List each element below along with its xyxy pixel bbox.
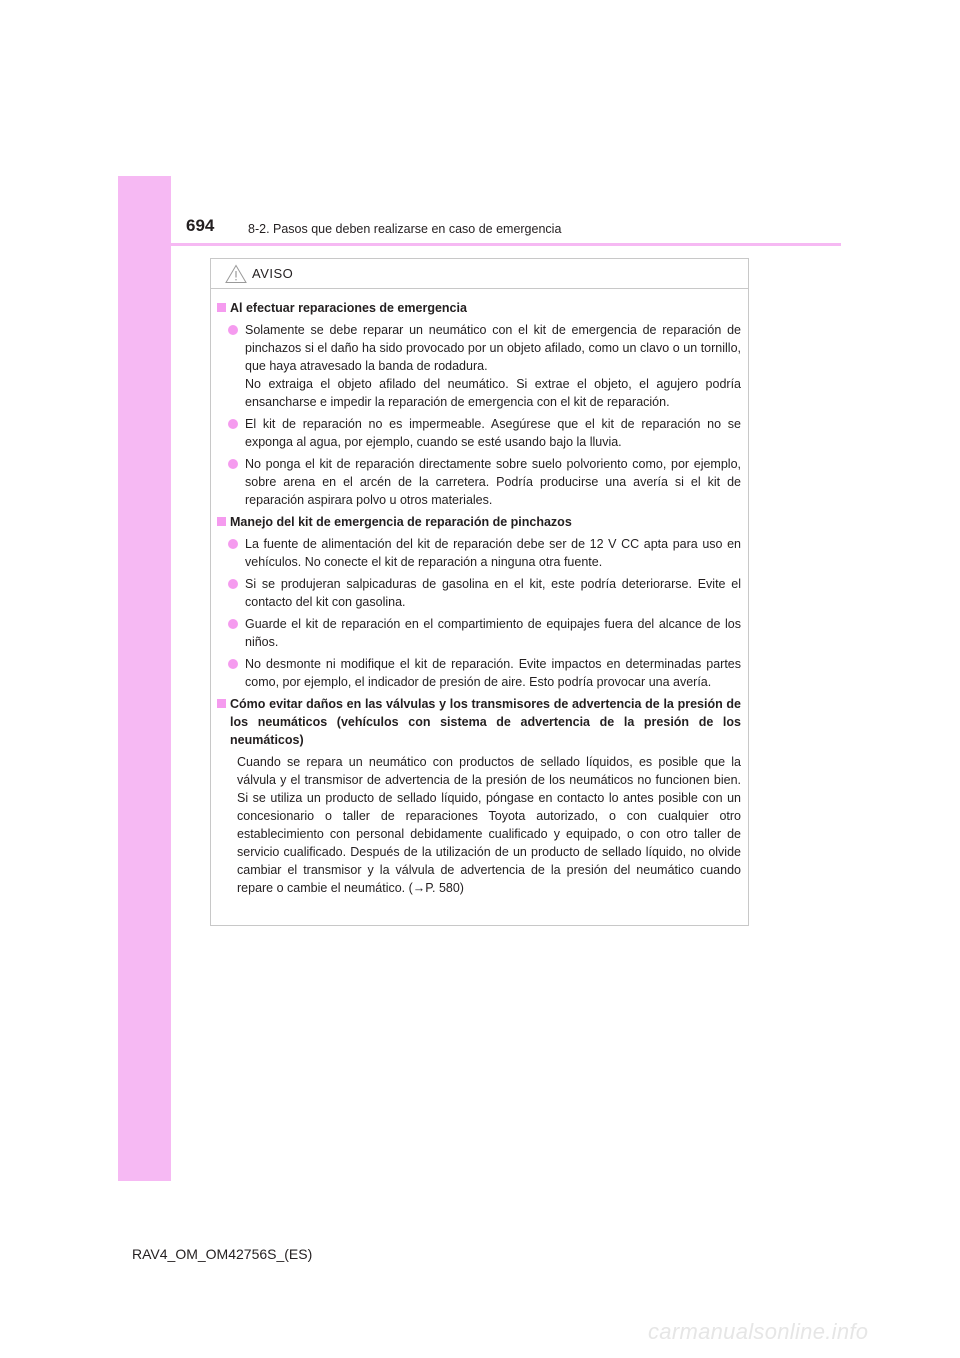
warning-notice-box <box>210 258 749 926</box>
round-bullet-icon <box>228 659 238 669</box>
document-code: RAV4_OM_OM42756S_(ES) <box>132 1246 313 1262</box>
notice-header <box>211 259 748 289</box>
warning-triangle-icon <box>225 264 247 284</box>
list-item-text: Solamente se debe reparar un neumático con el kit de emergencia de reparación de pinchazos si el daño ha sido provocado por un objeto afilado, como un clavo o un tornillo, que haya atravesado la banda de rodadura. No extraiga el objeto afilado del neumático. Si extrae el objeto, el agujero podría ensancharse e impedir la reparación de emergencia con el kit de reparación. <box>245 323 741 409</box>
list-item-text: Si se produjeran salpicaduras de gasolina en el kit, este podría deteriorarse. Evite el contacto del kit con gasolina. <box>245 577 741 609</box>
list-item-text: Guarde el kit de reparación en el compartimiento de equipajes fuera del alcance de los niños. <box>245 617 741 649</box>
round-bullet-icon <box>228 325 238 335</box>
section-heading <box>217 695 741 749</box>
list-item <box>217 415 741 451</box>
section-heading-text: Cómo evitar daños en las válvulas y los transmisores de advertencia de la presión de los neumáticos (vehículos con sistema de advertencia de la presión de los neumáticos) <box>230 697 741 747</box>
list-item <box>217 455 741 509</box>
page-number: 694 <box>186 216 215 235</box>
round-bullet-icon <box>228 539 238 549</box>
section-heading-text: Al efectuar reparaciones de emergencia <box>230 301 467 315</box>
list-item <box>217 575 741 611</box>
round-bullet-icon <box>228 459 238 469</box>
square-bullet-icon <box>217 517 226 526</box>
round-bullet-icon <box>228 419 238 429</box>
section-heading <box>217 513 741 531</box>
header-rule <box>118 243 841 246</box>
section-heading <box>217 299 741 317</box>
site-watermark: carmanualsonline.info <box>648 1319 869 1344</box>
section-heading-text: Manejo del kit de emergencia de reparación de pinchazos <box>230 515 572 529</box>
list-item-text: No desmonte ni modifique el kit de reparación. Evite impactos en determinadas partes como, por ejemplo, el indicador de presión de aire. Esto podría provocar una avería. <box>245 657 741 689</box>
list-item <box>217 535 741 571</box>
list-item <box>217 321 741 411</box>
list-item <box>217 655 741 691</box>
round-bullet-icon <box>228 619 238 629</box>
list-item-text: El kit de reparación no es impermeable. Asegúrese que el kit de reparación no se exponga al agua, por ejemplo, cuando se esté usando bajo la lluvia. <box>245 417 741 449</box>
round-bullet-icon <box>228 579 238 589</box>
list-item-text: No ponga el kit de reparación directamente sobre suelo polvoriento como, por ejemplo, sobre arena en el arcén de la carretera. Podría producirse una avería si el kit de reparación aspirara polvo u otros materiales. <box>245 457 741 507</box>
header-color-block <box>118 176 171 244</box>
square-bullet-icon <box>217 303 226 312</box>
section-title: 8-2. Pasos que deben realizarse en caso de emergencia <box>248 222 562 236</box>
list-item <box>217 615 741 651</box>
square-bullet-icon <box>217 699 226 708</box>
notice-body <box>211 289 748 897</box>
notice-label: AVISO <box>252 266 294 281</box>
list-item-text: La fuente de alimentación del kit de reparación debe ser de 12 V CC apta para uso en vehículos. No conecte el kit de reparación a ninguna otra fuente. <box>245 537 741 569</box>
section-paragraph: Cuando se repara un neumático con productos de sellado líquidos, es posible que la válvula y el transmisor de advertencia de la presión de los neumáticos no funcionen bien. Si se utiliza un producto de sellado líquido, póngase en contacto lo antes posible con un concesionario o taller de reparaciones Toyota autorizado, o con cualquier otro establecimiento con personal debidamente cualificado y equipado, o con otro taller de servicio cualificado. Después de la utilización de un producto de sellado líquido, no olvide cambiar el transmisor y la válvula de advertencia de la presión del neumático cuando repare o cambie el neumático. (→P. 580) <box>237 755 741 895</box>
side-color-band <box>118 176 171 1181</box>
